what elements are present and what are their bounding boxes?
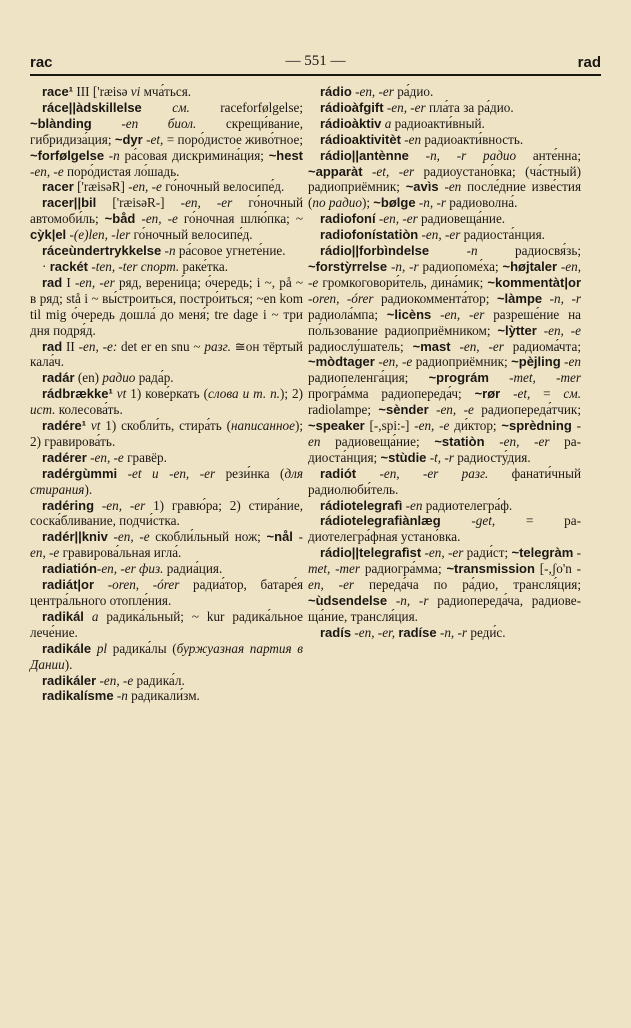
entry-text: радика́льный; ~ kur радика́льное лече́ние. xyxy=(30,608,303,640)
grammar-note: разг. xyxy=(204,338,231,354)
grammar-note: -en, -e xyxy=(378,354,413,370)
grammar-note: -en, -e xyxy=(543,322,581,338)
headword: radár xyxy=(42,370,75,386)
grammar-note: -en, -e xyxy=(30,163,64,179)
headword: radikáler xyxy=(42,672,97,688)
dictionary-entry xyxy=(30,418,303,450)
entry-text: радиола́мпа; xyxy=(308,306,387,322)
headword: radiatión xyxy=(42,561,97,577)
grammar-note: -n, -r xyxy=(390,258,419,274)
entry-text: ); xyxy=(361,195,374,211)
grammar-note: написанное xyxy=(230,418,295,434)
headword: racer||bil xyxy=(42,195,97,211)
headword: ~sènder xyxy=(378,402,429,418)
entry-text: I xyxy=(62,274,76,290)
headword: ~làmpe xyxy=(496,290,543,306)
dictionary-entry xyxy=(308,211,581,227)
grammar-note: см. xyxy=(172,99,190,115)
entry-text: гравёр. xyxy=(123,449,167,465)
headword: ~apparàt xyxy=(308,163,363,179)
grammar-note: -en, -er xyxy=(459,338,504,354)
headword: radikál xyxy=(42,608,84,624)
entry-text: мча́ться. xyxy=(140,84,192,99)
dictionary-entry xyxy=(308,545,581,625)
grammar-note: -et, -er xyxy=(372,163,415,179)
entry-text xyxy=(94,577,108,592)
headword: rad xyxy=(42,338,63,354)
entry-text xyxy=(94,498,102,513)
entry-text: го́ночная шлю́пка; ~ xyxy=(177,211,303,227)
headword: ~kommentàt|or xyxy=(487,274,581,290)
entry-text: radiolampe; xyxy=(308,402,379,418)
entry-text: = радиотелегра́фная устано́вка. xyxy=(308,513,581,545)
grammar-note: -en, -er xyxy=(180,195,233,211)
entry-text: радиоста́нция. xyxy=(460,227,545,243)
grammar-note: -en, -e xyxy=(308,258,582,290)
grammar-note: -en xyxy=(404,131,422,147)
grammar-note: -met, -mer xyxy=(308,545,582,577)
grammar-note: -met, -mer xyxy=(509,370,581,386)
dictionary-entry xyxy=(30,179,303,195)
headword: ráceùndertrykkelse xyxy=(42,243,162,259)
entry-text: ). xyxy=(84,481,93,497)
entry-text xyxy=(363,164,372,179)
headword: ~stùdie xyxy=(380,449,427,465)
grammar-note: -en xyxy=(405,497,423,513)
dictionary-entry xyxy=(30,688,303,704)
grammar-note: -n, -r xyxy=(439,624,468,640)
dictionary-entry xyxy=(30,370,303,386)
grammar-note: по радио xyxy=(312,195,362,211)
entry-text xyxy=(84,609,92,624)
grammar-note: a xyxy=(91,608,99,624)
entry-text: = поро́дистое живо́тное; xyxy=(163,131,304,147)
grammar-note: -en биол. xyxy=(121,115,197,131)
grammar-note: -en xyxy=(308,418,581,449)
entry-text: - xyxy=(96,561,102,577)
grammar-note: для стирания xyxy=(30,465,304,497)
dictionary-entry xyxy=(30,561,303,577)
grammar-note: буржуазная партия в Дании xyxy=(30,640,304,672)
dictionary-entry xyxy=(30,275,303,339)
headword: radikále xyxy=(42,640,92,656)
dictionary-entry xyxy=(308,243,581,466)
entry-text: радиопоме́ха; xyxy=(418,258,503,274)
grammar-note: vi xyxy=(130,84,141,99)
dictionary-entry xyxy=(308,132,581,148)
entry-text: го́ночный велосипе́д. xyxy=(130,227,253,243)
dictionary-entry xyxy=(30,450,303,466)
headword: ~avìs xyxy=(405,179,439,195)
headword: ~forfølgelse xyxy=(30,147,105,163)
entry-text: скрещи́вание, гибридиза́ция; xyxy=(30,115,303,147)
grammar-note: -en, -er xyxy=(499,433,550,449)
dictionary-entry xyxy=(308,84,581,100)
grammar-note: -en, -e xyxy=(128,179,162,195)
grammar-note: -t, -r xyxy=(429,449,454,465)
headword: rádbrække¹ xyxy=(42,386,113,402)
grammar-note: -en, -er, xyxy=(354,624,396,640)
entry-text: raceforfølgelse; xyxy=(189,99,303,115)
grammar-note: -et, xyxy=(513,386,531,402)
grammar-note: -en, -er xyxy=(440,306,485,322)
headword: ~transmission xyxy=(446,561,535,577)
grammar-note: -en, -e xyxy=(99,672,134,688)
grammar-note: -en, -er разг. xyxy=(379,465,489,481)
entry-text: [-,ʃo'n xyxy=(534,561,577,577)
entry-text: ряд, верени́ца; о́чередь; i ~, på ~ в ряд; stå i ~ вы́строиться, постро́иться; ~en kom til mig о́чередь дошла́ до меня́; tre dage i ~ три дня подря́д. xyxy=(30,274,303,338)
entry-text xyxy=(356,466,379,481)
headword: ~bølge xyxy=(373,195,416,211)
left-column xyxy=(30,84,303,704)
dictionary-entry xyxy=(30,673,303,689)
entry-text xyxy=(92,116,122,131)
entry-text: рези́нка ( xyxy=(215,465,285,481)
headword: rádio||antènne xyxy=(320,147,409,163)
entry-text xyxy=(489,370,509,385)
grammar-note: -en, -e: xyxy=(78,338,118,354)
dictionary-entry xyxy=(308,148,581,212)
grammar-note: -en, -er xyxy=(378,211,418,227)
dictionary-entry xyxy=(30,609,303,641)
entry-text: радиоакти́вный. xyxy=(391,115,485,131)
grammar-note: en, -er физ. xyxy=(101,561,164,577)
headword: ~hest xyxy=(268,147,304,163)
entry-text xyxy=(500,386,513,401)
headword: radiát|or xyxy=(42,577,95,593)
headword: radérer xyxy=(42,449,87,465)
dictionary-entry xyxy=(30,641,303,673)
entry-text xyxy=(429,402,436,417)
entry-text: громкоговори́тель, дина́мик; xyxy=(318,274,488,290)
headword: ~rør xyxy=(474,386,501,402)
entry-text: пла́та за ра́дио. xyxy=(425,99,514,115)
entry-text: радиокоммента́тор; xyxy=(373,290,497,306)
entry-text xyxy=(387,593,396,608)
headword: radikalísme xyxy=(42,688,114,704)
headword: ~blànding xyxy=(30,115,92,131)
grammar-note: -en, -e xyxy=(436,402,474,418)
entry-text xyxy=(429,243,466,258)
grammar-note: -en xyxy=(564,354,581,370)
headword: rádio xyxy=(320,84,352,99)
headword: radíse xyxy=(398,624,437,640)
grammar-note: vt xyxy=(90,418,101,434)
headword: rádioàfgift xyxy=(320,99,384,115)
entry-text: радиовеща́ние; xyxy=(320,433,435,449)
headword: rad xyxy=(42,274,63,290)
headword: ~mòdtager xyxy=(308,354,375,370)
grammar-note: -en, -e xyxy=(113,529,150,545)
entry-text: гравирова́льная игла́. xyxy=(59,545,182,561)
entry-text: скобли́льный нож; xyxy=(149,529,267,545)
entry-text: ра́совое угнете́ние. xyxy=(175,243,286,259)
entry-text: 1) гравю́ра; 2) стира́ние, соска́бливание, подчи́стка. xyxy=(30,497,303,529)
grammar-note: -en, -er xyxy=(308,561,581,593)
entry-text xyxy=(537,323,544,338)
grammar-note: -en, -e xyxy=(141,211,178,227)
dictionary-entry xyxy=(308,100,581,116)
grammar-note: -n xyxy=(466,243,478,259)
entry-text: [-,spi:-] xyxy=(364,418,415,434)
grammar-note: a xyxy=(384,115,392,131)
dictionary-entry xyxy=(30,259,303,275)
headword: racer xyxy=(42,179,74,195)
headword: radér||kniv xyxy=(42,529,108,545)
headword: ~statiòn xyxy=(434,433,485,449)
entry-text: 1) скобли́ть, стира́ть ( xyxy=(100,418,231,434)
dictionary-entry xyxy=(30,498,303,530)
headword: rádioàktiv xyxy=(320,115,382,131)
headword: rádiotelegrafiànlæg xyxy=(320,513,441,529)
entry-text: анте́нна; xyxy=(516,147,581,163)
entry-text: го́ночный велосипе́д. xyxy=(161,179,285,195)
entry-text: реди́с. xyxy=(467,624,506,640)
entry-text: радиотелегра́ф. xyxy=(422,497,513,513)
grammar-note: -ten, -ter спорт. xyxy=(91,258,180,274)
page-number: — 551 — xyxy=(285,53,346,69)
dictionary-entry xyxy=(30,195,303,243)
entry-text: го́ночный автомоби́ль; xyxy=(30,195,304,227)
grammar-note: -en, -er xyxy=(386,99,426,115)
headword: race¹ xyxy=(42,84,74,99)
entry-text xyxy=(409,148,426,163)
headword: radérgùmmi xyxy=(42,465,118,481)
grammar-note: -et, xyxy=(146,131,164,147)
entry-text: ра́совая дискримина́ция; xyxy=(119,147,269,163)
entry-text: радиа́ция. xyxy=(163,561,223,577)
headword: radís xyxy=(320,624,352,640)
header-right-guide-word: rad xyxy=(577,54,601,71)
headword: ~telegràm xyxy=(511,545,574,561)
grammar-note: pl xyxy=(96,640,108,656)
grammar-note: -en, -er xyxy=(421,227,461,243)
grammar-note: -en, -er xyxy=(424,545,464,561)
grammar-note: -(e)len, -ler xyxy=(69,227,131,243)
entry-text: II xyxy=(62,338,79,354)
grammar-note: см. xyxy=(563,386,581,402)
headword: radiofonístatiòn xyxy=(320,227,419,243)
entry-text: (en) xyxy=(74,370,103,386)
entry-text xyxy=(142,100,172,115)
grammar-note: -en, -er xyxy=(75,274,115,290)
headword: ~lỳtter xyxy=(497,322,537,338)
headword: ~højtaler xyxy=(502,258,558,274)
entry-text: ≅он тёртый кала́ч. xyxy=(30,338,303,370)
entry-text: ); 2) гравирова́ть. xyxy=(30,418,303,449)
right-column xyxy=(308,84,581,641)
entry-text: det er en snu ~ xyxy=(117,338,205,354)
page-header xyxy=(30,50,601,76)
grammar-note: -get, xyxy=(471,513,496,529)
dictionary-entry xyxy=(30,386,303,418)
entry-text: радиоустано́вка; (ча́стный) радиоприёмник; xyxy=(308,163,581,195)
headword: ~mast xyxy=(412,338,451,354)
dictionary-entry xyxy=(308,116,581,132)
entry-text: = xyxy=(530,386,564,402)
entry-text: фанати́чный радиолюби́тель. xyxy=(308,465,581,497)
dictionary-entry xyxy=(308,227,581,243)
entry-text xyxy=(485,434,500,449)
headword: ~ùdsendelse xyxy=(308,593,388,608)
entry-text: радикали́зм. xyxy=(127,688,200,704)
grammar-note: ист. xyxy=(30,402,56,418)
dictionary-entry xyxy=(30,529,303,561)
entry-text: ['ræisəR-] xyxy=(96,195,181,211)
grammar-note: слова и т. п. xyxy=(208,386,280,402)
entry-text: ра́дио. xyxy=(393,84,434,99)
entry-text: радиовеща́ние. xyxy=(417,211,506,227)
entry-text: III ['ræisə xyxy=(73,84,131,99)
grammar-note: -n, -r радио xyxy=(425,147,517,163)
entry-text: радиопереда́тчик; xyxy=(473,402,582,418)
headword: rádioaktivitèt xyxy=(320,131,401,147)
grammar-note: vt xyxy=(116,386,127,402)
headword: ~forstỳrrelse xyxy=(308,258,388,274)
dictionary-entry xyxy=(30,100,303,180)
entry-text: ); 2) xyxy=(279,386,303,402)
grammar-note: радио xyxy=(102,370,136,386)
entry-text: после́дние изве́стия ( xyxy=(308,179,582,211)
entry-text: радиопереда́ча, радиовеща́ние, трансля́ция. xyxy=(308,593,582,624)
dictionary-entry xyxy=(30,243,303,259)
entry-text xyxy=(441,513,472,528)
grammar-note: -n, -r xyxy=(395,593,429,608)
headword: rádio||telegrafìst xyxy=(320,545,422,561)
headword: rádiotelegrafì xyxy=(320,497,403,513)
entry-text: радика́л. xyxy=(133,672,185,688)
dictionary-entry xyxy=(30,339,303,371)
entry-text: ради́ст; xyxy=(463,545,512,561)
headword: ~prográm xyxy=(428,370,489,386)
grammar-note: -oren, -órer xyxy=(107,577,180,593)
entry-text xyxy=(431,307,440,322)
entry-text: переда́ча по ра́дио, трансля́ция; xyxy=(354,577,582,593)
entry-text: програ́мма радиопереда́ч; xyxy=(308,386,475,402)
grammar-note: -en, -e xyxy=(414,418,450,434)
entry-text: радиосвя́зь; xyxy=(477,243,581,259)
grammar-note: -n xyxy=(108,147,120,163)
grammar-note: -en, -e xyxy=(90,449,124,465)
entry-text: радика́лы ( xyxy=(107,640,177,656)
entry-text xyxy=(117,466,127,481)
grammar-note: -n, -r xyxy=(549,290,581,306)
dictionary-entry xyxy=(308,625,581,641)
headword: ~sprèdning xyxy=(501,418,572,434)
dictionary-entry xyxy=(308,466,581,498)
dictionary-entry xyxy=(30,577,303,609)
headword: radiofoní xyxy=(320,211,376,227)
entry-text: радиоакти́вность. xyxy=(421,131,524,147)
entry-text: поро́дистая ло́шадь. xyxy=(63,163,180,179)
header-left-guide-word: rac xyxy=(30,54,53,71)
entry-text: радиоволна́. xyxy=(445,195,518,211)
headword: cỳk|el xyxy=(30,227,67,243)
headword: ~dyr xyxy=(114,131,143,147)
headword: ~speaker xyxy=(308,418,365,434)
headword: rádio||forbìndelse xyxy=(320,243,430,259)
entry-text: разреше́ние на по́льзование радиоприёмником; xyxy=(308,306,581,338)
grammar-note: -et и -en, -er xyxy=(127,465,216,481)
grammar-note: -en, -er xyxy=(101,497,146,513)
entry-text: радиослу́шатель; xyxy=(308,338,413,354)
dictionary-entry xyxy=(308,498,581,514)
dictionary-entry xyxy=(308,513,581,545)
entry-text: ). xyxy=(64,656,73,672)
headword: ~licèns xyxy=(386,306,432,322)
entry-text: 1) кове́ркать ( xyxy=(126,386,209,402)
grammar-note: -n xyxy=(164,243,176,259)
dictionary-entry xyxy=(30,466,303,498)
entry-text: радиогра́мма; xyxy=(360,561,447,577)
entry-text: ди́ктор; xyxy=(449,418,502,434)
entry-text: радиома́чта; xyxy=(503,338,581,354)
grammar-note: -n xyxy=(116,688,128,704)
entry-text: радиосту́дия. xyxy=(453,449,531,465)
headword: ~båd xyxy=(104,211,136,227)
grammar-note: -n, -r xyxy=(418,195,446,211)
grammar-note: -en, -er xyxy=(355,84,394,99)
dictionary-entry xyxy=(30,84,303,100)
grammar-note: -oren, -órer xyxy=(308,290,374,306)
entry-text: · xyxy=(42,258,50,274)
entry-text: рада́р. xyxy=(135,370,174,386)
headword: rackét xyxy=(49,258,89,274)
entry-text: ['ræisəR] xyxy=(73,179,129,195)
entry-text: радиопеленга́ция; xyxy=(308,370,429,386)
headword: radéring xyxy=(42,497,95,513)
grammar-note: -en, -e xyxy=(30,529,304,561)
grammar-note: -en xyxy=(444,179,462,195)
headword: ~nål xyxy=(266,529,293,545)
entry-text: радиоприёмник; xyxy=(412,354,512,370)
headword: radiót xyxy=(320,465,357,481)
entry-text xyxy=(542,291,550,306)
entry-text: раке́тка. xyxy=(179,258,228,274)
headword: ráce||àdskillelse xyxy=(42,99,142,115)
headword: ~pèjling xyxy=(511,354,561,370)
entry-text: радиоста́нция; xyxy=(308,433,582,465)
entry-text: радиа́тор, батаре́я центра́льного отопле́ния. xyxy=(30,577,304,608)
entry-text: колесова́ть. xyxy=(55,402,123,418)
headword: radére¹ xyxy=(42,418,87,434)
